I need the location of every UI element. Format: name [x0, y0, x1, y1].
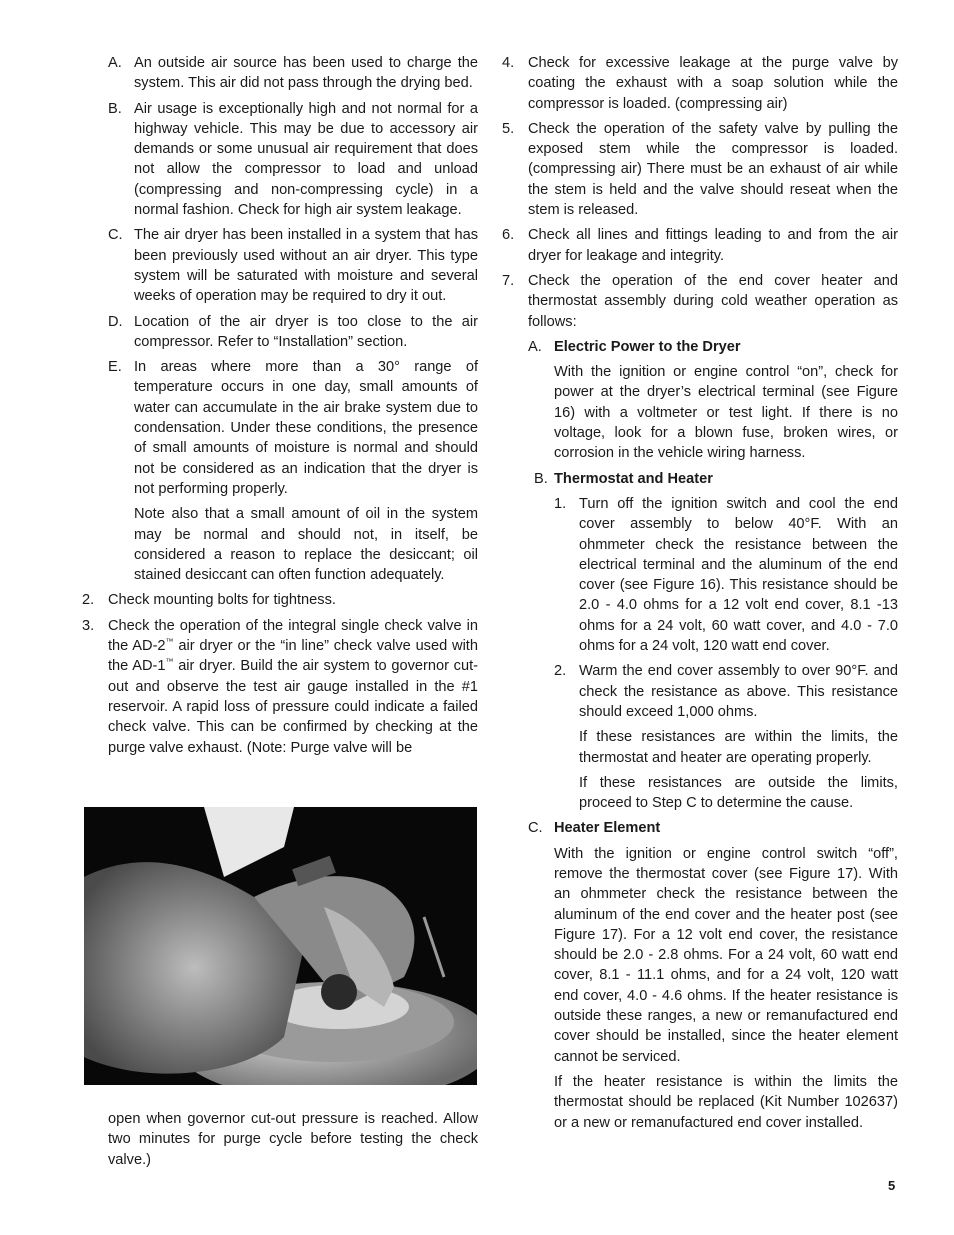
- step-6: 6. Check all lines and fittings leading to and from the air dryer for leakage and integrity.: [502, 227, 898, 264]
- section-b-heading: B. Thermostat and Heater: [534, 470, 713, 487]
- step-2: 2. Check mounting bolts for tightness.: [82, 592, 336, 609]
- list-item-1d: D. Location of the air dryer is too close to the air compressor. Refer to “Installation” section.: [108, 313, 478, 350]
- page-number: 5: [888, 1178, 896, 1193]
- hands-check-valve-photo: [84, 807, 477, 1085]
- section-c-heading: C. Heater Element: [528, 820, 661, 837]
- list-item-1e: E. In areas where more than a 30° range of temperature occurs in one day, small amounts of water can accumulate in the air brake system due to condensation. Under these conditions, the presence of small amounts of moisture is normal and should not be considered as an indication that the dryer is not performing properly.: [108, 359, 478, 497]
- step-4: 4. Check for excessive leakage at the purge valve by coating the exhaust with a soap solution while the compressor is loaded. (compressing air): [502, 55, 898, 112]
- step-7: 7. Check the operation of the end cover heater and thermostat assembly during cold weather operation as follows:: [502, 272, 898, 330]
- list-item-1c: C. The air dryer has been installed in a system that has been previously used without an air dryer. This type system will be saturated with moisture and several weeks of operation may be required to dry it out.: [108, 227, 478, 305]
- step-3: 3. Check the operation of the integral single check valve in the AD-2™ air dryer or the “in line” check valve used with the AD-1™ air dryer. Build the air system to governor cut-out and observe the test air gauge installed in the #1 reservoir. A rapid loss of pressure could indicate a failed check valve. This can be confirmed by checking at the purge valve exhaust. (Note: Purge valve will be: [82, 617, 478, 756]
- oil-note: Note also that a small amount of oil in the system may be normal and should not, in itself, be considered a reason to replace the desiccant; oil stained desiccant can often function adequately.: [134, 506, 478, 584]
- section-c-body-1: With the ignition or engine control switch “off”, remove the thermostat cover (see Figure 17). With an ohmmeter check the resistance between the aluminum of the end cover and the heater post (see Figure 17). For a 12 volt end cover, the resistance should be 2.0 - 2.8 ohms. For a 24 volt, 60 watt end cover, 8.1 - 11.1 ohms, and for a 24 volt, 120 watt end cover, 4.0 - 4.6 ohms. If the heater resistance is outside these ranges, a new or remanufactured end cover should be installed, since the heater element cannot be serviced.: [554, 845, 898, 1065]
- right-column: [502, 53, 898, 1138]
- section-a-body: With the ignition or engine control “on”, check for power at the dryer’s electrical terminal (see Figure 16) with a voltmeter or test light. If there is no voltage, look for a blown fuse, broken wires, or corrosion in the vehicle wiring harness.: [554, 364, 898, 462]
- section-b-within: If these resistances are within the limits, the thermostat and heater are operating properly.: [579, 729, 898, 766]
- section-b-item-2: 2. Warm the end cover assembly to over 90°F. and check the resistance as above. This resistance should exceed 1,000 ohms.: [554, 663, 898, 720]
- photo-illustration: [84, 807, 477, 1085]
- list-item-1b: B. Air usage is exceptionally high and not normal for a highway vehicle. This may be due to accessory air demands or some unusual air requirement that does not allow the compressor to load and unload (compressing and non-compressing cycle) in a normal fashion. Check for high air system leakage.: [108, 100, 478, 219]
- section-b-outside: If these resistances are outside the limits, proceed to Step C to determine the cause.: [579, 774, 898, 812]
- section-c-body-2: If the heater resistance is within the limits the thermostat should be replaced (Kit Number 102637) or a new or remanufactured end cover installed.: [554, 1073, 898, 1131]
- step-3-continued: open when governor cut-out pressure is reached. Allow two minutes for purge cycle before testing the check valve.): [108, 1111, 478, 1168]
- section-b-item-1: 1. Turn off the ignition switch and cool the end cover assembly to below 40°F. With an ohmmeter check the resistance between the electrical terminal and the aluminum of the end cover (see Figure 16). This resistance should be 2.0 - 4.0 ohms for a 12 volt end cover, 8.1 -13 ohms for a 24 volt, 60 watt cover, and 4.0 - 7.0 ohms for a 24 volt, 120 watt end cover.: [554, 495, 898, 655]
- left-column: [82, 53, 478, 763]
- list-item-1a: A. An outside air source has been used to charge the system. This air did not pass through the drying bed.: [108, 55, 478, 92]
- step-5: 5. Check the operation of the safety valve by pulling the exposed stem while the compressor is loaded. (compressing air) There must be an exhaust of air while the stem is held and the valve should reseat when the stem is released.: [502, 120, 898, 219]
- section-a-heading: A. Electric Power to the Dryer: [528, 338, 741, 355]
